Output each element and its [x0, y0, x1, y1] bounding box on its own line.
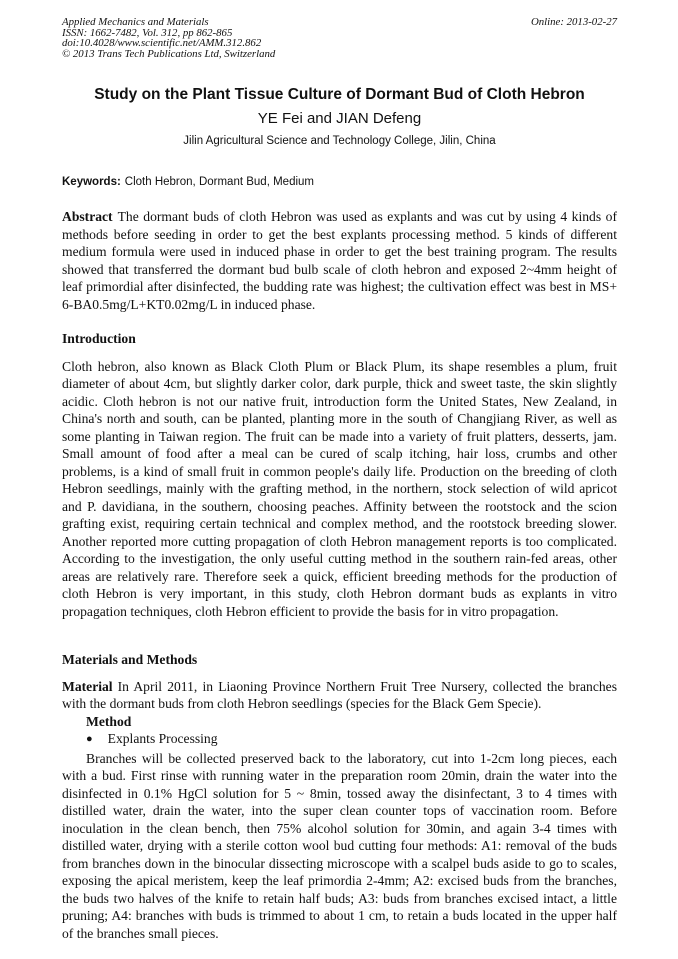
keywords-line	[62, 175, 617, 189]
paper-title: Study on the Plant Tissue Culture of Dormant Bud of Cloth Hebron	[94, 86, 585, 104]
paper-affiliation: Jilin Agricultural Science and Technology College, Jilin, China	[183, 135, 496, 148]
bullet-item-label: Explants Processing	[107, 731, 218, 747]
journal-title: Applied Mechanics and Materials	[62, 16, 209, 28]
journal-doi-line: doi:10.4028/www.scientific.net/AMM.312.862	[62, 37, 262, 50]
section-heading-introduction: Introduction	[62, 331, 136, 347]
keywords-text: Cloth Hebron, Dormant Bud, Medium	[124, 176, 314, 189]
paper-authors: YE Fei and JIAN Defeng	[257, 110, 422, 128]
material-label: Material	[62, 678, 113, 694]
journal-issn-line: ISSN: 1662-7482, Vol. 312, pp 862-865	[62, 26, 233, 39]
bullet-icon: ●	[86, 733, 93, 746]
journal-header-left	[62, 17, 275, 59]
keywords-label: Keywords:	[62, 176, 121, 189]
bullet-list-item	[62, 730, 617, 750]
material-text: In April 2011, in Liaoning Province Northern Fruit Tree Nursery, collected the branches with the dormant buds from cloth Hebron seedlings (species for the Black Gem Specie).	[62, 678, 617, 712]
journal-copyright-line: © 2013 Trans Tech Publications Ltd, Switzerland	[62, 47, 276, 60]
material-paragraph	[62, 678, 617, 713]
method-paragraph: Branches will be collected preserved back to the laboratory, cut into 1-2cm long pieces, each with a bud. First rinse with running water in the preparation room 20min, drain the water into the disinfected in 0.1% HgCl solution for 5 ~ 8min, tossed away the disinfectant, 3 to 4 times with distilled water, drain the water, into the super clean counter tops of vaccination room. Before inoculation in the clean bench, then 75% alcohol solution for 30min, and again 3-4 times with distilled water, drying with a sterile cotton wool bud cutting four methods: A1: removal of the buds from branches down in the binocular dissecting microscope with a scalpel buds aside to go to scales, exposing the apical meristem, keep the leaf primordia 2-4mm; A2: excised buds from the branches, the buds two halves of the knife to retain half buds; A3: buds from branches excised intact, a little pruning; A4: branches with buds is trimmed to about 1 cm, to retain a buds located in the upper half of the branches small pieces.	[62, 750, 617, 941]
online-date: Online: 2013-02-27	[530, 16, 617, 28]
section-heading-materials-methods: Materials and Methods	[62, 652, 198, 668]
abstract-label: Abstract	[62, 209, 113, 225]
abstract-paragraph	[62, 208, 617, 313]
method-subheading: Method	[86, 713, 132, 729]
abstract-text: The dormant buds of cloth Hebron was used as explants and was cut by using 4 kinds of methods before seeding in order to get the best explants processing method. 5 kinds of different medium formula were used in induced phase in order to get the best training program. The results showed that transferred the dormant bud bulb scale of cloth hebron and exposed 2~4mm height of leaf primordial after disinfected, the budding rate was highest; the cultivation effect was best in MS+ 6-BA0.5mg/L+KT0.02mg/L in induced phase.	[62, 209, 617, 312]
introduction-paragraph: Cloth hebron, also known as Black Cloth Plum or Black Plum, its shape resembles a plum, fruit diameter of about 4cm, but slightly darker color, dark purple, thick and sweet taste, the skin slightly acidic. Cloth hebron is not our native fruit, introduction form the United States, New Zealand, in China's north and south, can be planted, planting more in the south of Changjiang River, as well as some planting in Taiwan region. The fruit can be made into a variety of fruit platters, desserts, jam. Small amount of food after a meal can be cured of scalp itching, hair loss, crumbs and other problems, is a kind of small fruit in common people's daily life. Production on the breeding of cloth Hebron seedlings, mainly with the grafting method, in the northern, stock selection of wild apricot and P. davidiana, in the southern, choosing peaches. Affinity between the rootstock and the scion grafting exist, requiring certain technical and complex method, and the rootstock breeding slower. Another reported more cutting propagation of cloth Hebron management reports is too complicated. According to the investigation, the only useful cutting method in the southern rain-fed areas, other areas are relatively rare. Therefore seek a quick, efficient breeding methods for the production of cloth Hebron is very important, in this study, cloth Hebron dormant buds as explants in vitro propagation techniques, cloth Hebron efficient to provide the basis for in vitro propagation.	[62, 358, 617, 619]
journal-header	[62, 17, 617, 59]
